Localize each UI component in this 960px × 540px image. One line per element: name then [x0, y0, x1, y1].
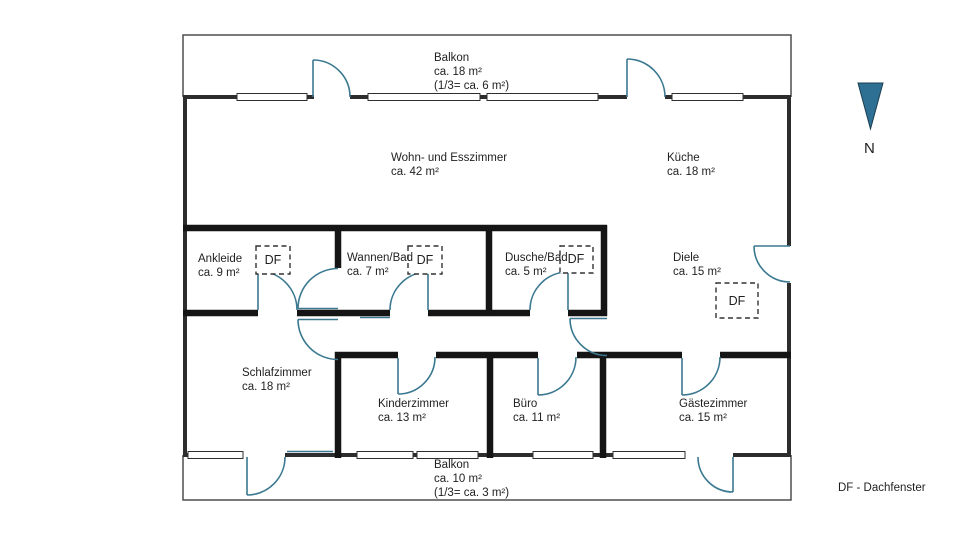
- door-swing-arc: [390, 272, 428, 310]
- room-name-wohnesszimmer: Wohn- und Esszimmer: [391, 152, 508, 164]
- window: [487, 94, 598, 101]
- room-name-diele: Diele: [673, 252, 700, 264]
- room-name-balkon-bottom: Balkon: [434, 459, 470, 471]
- room-note-balkon-bottom: (1/3= ca. 3 m²): [434, 487, 510, 499]
- door-swing-arc: [298, 269, 338, 309]
- room-name-wannenbad: Wannen/Bad: [347, 252, 414, 264]
- door-swing-arc: [682, 357, 720, 395]
- north-arrow-icon: [858, 83, 883, 129]
- room-name-buero: Büro: [513, 398, 538, 410]
- room-name-kinderzimmer: Kinderzimmer: [378, 398, 449, 410]
- room-area-schlafzimmer: ca. 18 m²: [242, 381, 290, 393]
- door-swing-arc: [247, 457, 285, 495]
- room-area-kinderzimmer: ca. 13 m²: [378, 412, 426, 424]
- door-swing-arc: [398, 357, 435, 394]
- skylight-label: DF: [728, 294, 746, 308]
- room-name-schlafzimmer: Schlafzimmer: [242, 367, 312, 379]
- door-swing-arc: [313, 60, 350, 97]
- window: [533, 452, 593, 459]
- window: [672, 94, 743, 101]
- window: [368, 94, 480, 101]
- window: [188, 452, 243, 459]
- door-swing-arc: [754, 246, 790, 282]
- room-labels: [198, 52, 748, 499]
- skylight-label: DF: [416, 253, 434, 267]
- door-swing-arc: [538, 357, 576, 395]
- windows: [188, 94, 743, 459]
- room-name-kueche: Küche: [667, 152, 700, 164]
- compass: [858, 83, 883, 157]
- door-swing-arc: [298, 320, 338, 360]
- room-area-gaestezimmer: ca. 15 m²: [679, 412, 727, 424]
- window: [417, 452, 478, 459]
- window: [357, 452, 413, 459]
- door-swing-arc: [258, 271, 297, 310]
- room-area-duschebad: ca. 5 m²: [505, 266, 547, 278]
- door-swing-arc: [570, 319, 607, 356]
- room-name-gaestezimmer: Gästezimmer: [679, 398, 748, 410]
- window: [613, 452, 685, 459]
- skylight-label: DF: [264, 253, 282, 267]
- room-note-balkon-top: (1/3= ca. 6 m²): [434, 80, 510, 92]
- room-name-balkon-top: Balkon: [434, 52, 470, 64]
- skylight-label: DF: [567, 252, 585, 266]
- room-area-balkon-bottom: ca. 10 m²: [434, 473, 482, 485]
- room-area-wohnesszimmer: ca. 42 m²: [391, 166, 439, 178]
- door-swing-arc: [627, 59, 665, 97]
- room-area-diele: ca. 15 m²: [673, 266, 721, 278]
- room-area-balkon-top: ca. 18 m²: [434, 66, 482, 78]
- room-area-ankleide: ca. 9 m²: [198, 267, 240, 279]
- window: [237, 94, 307, 101]
- door-swing-arc: [698, 457, 733, 492]
- legend-dachfenster: DF - Dachfenster: [838, 482, 926, 494]
- room-area-wannenbad: ca. 7 m²: [347, 266, 389, 278]
- room-name-duschebad: Dusche/Bad: [505, 252, 568, 264]
- room-name-ankleide: Ankleide: [198, 253, 243, 265]
- room-area-buero: ca. 11 m²: [513, 412, 561, 424]
- room-area-kueche: ca. 18 m²: [667, 166, 715, 178]
- compass-north-label: N: [864, 140, 875, 157]
